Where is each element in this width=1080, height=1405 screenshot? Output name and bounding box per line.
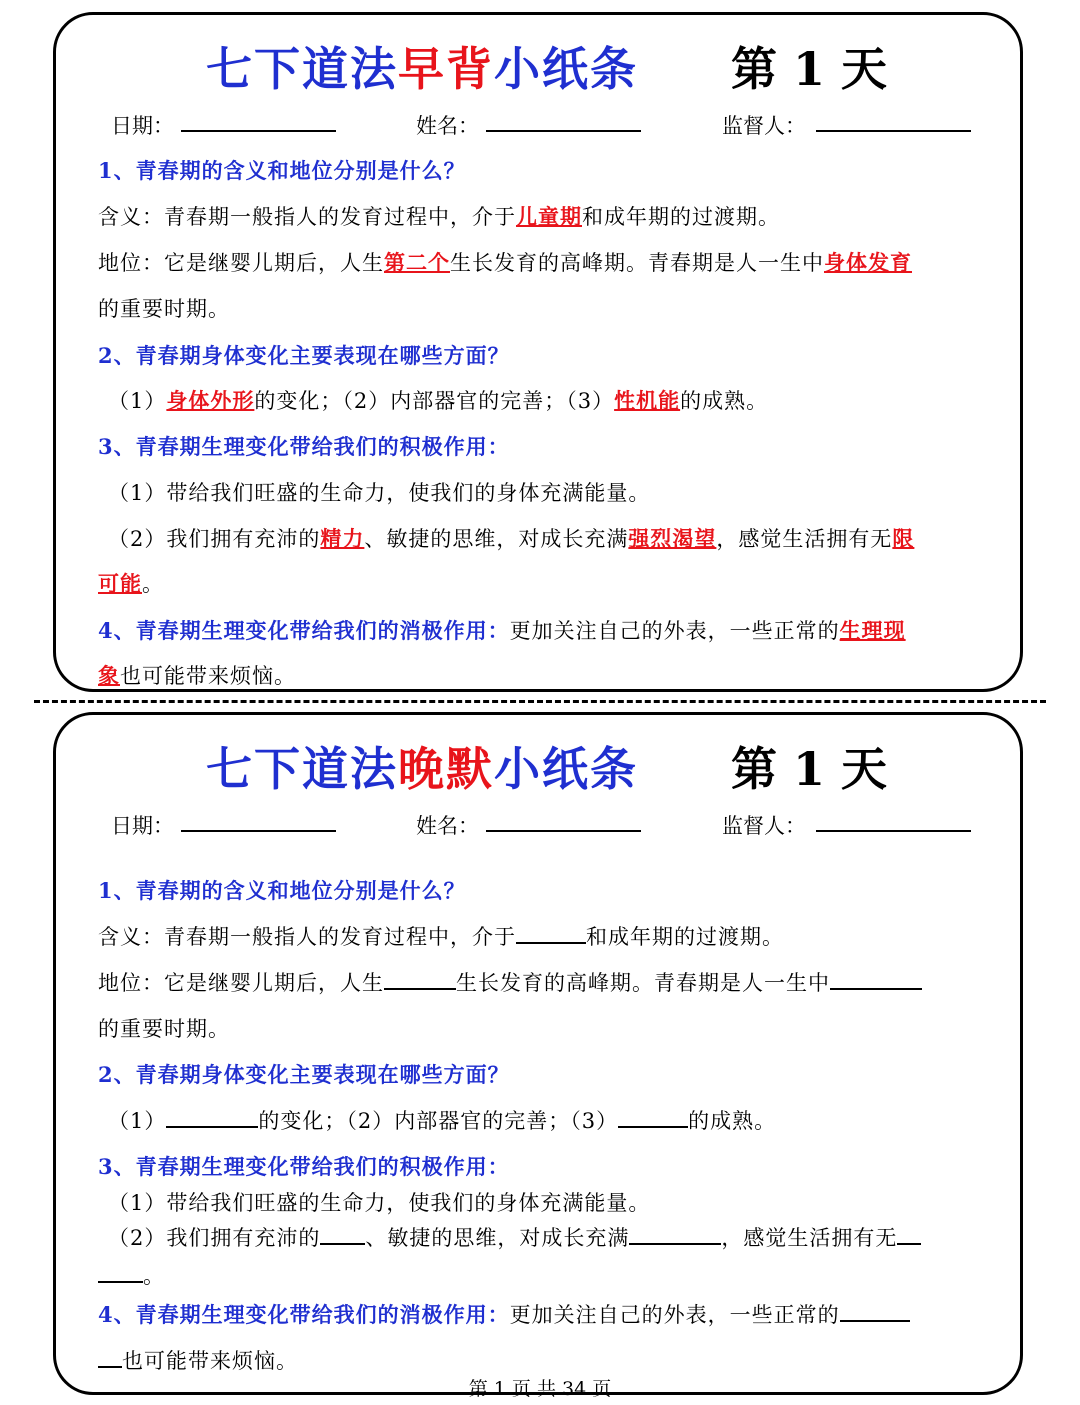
info-fields — [56, 810, 1020, 840]
q3-point-1: （1）带给我们旺盛的生命力，使我们的身体充满能量。 — [108, 1191, 651, 1215]
name-blank — [486, 130, 641, 132]
q1-meaning: 含义：青春期一般指人的发育过程中，介于 和成年期的过渡期。 — [98, 925, 784, 949]
day-number: 第 1 天 — [731, 742, 888, 796]
q1-status-cont: 的重要时期。 — [98, 297, 230, 321]
fill-blank[interactable] — [98, 1263, 143, 1283]
card-title: 七下道法早背小纸条 — [206, 42, 638, 96]
fill-blank[interactable] — [840, 1302, 910, 1322]
card-header — [56, 733, 1020, 813]
fill-blank[interactable] — [166, 1108, 258, 1128]
q1-meaning: 含义：青春期一般指人的发育过程中，介于儿童期和成年期的过渡期。 — [98, 204, 780, 229]
fill-blank[interactable] — [98, 1348, 122, 1368]
question-3: 3、青春期生理变化带给我们的积极作用： — [98, 1154, 510, 1179]
evening-dictation-card — [53, 712, 1023, 1395]
q1-status: 地位：它是继婴儿期后，人生 生长发育的高峰期。青春期是人一生中 — [98, 967, 922, 997]
q1-status-cont: 的重要时期。 — [98, 1017, 230, 1041]
question-2: 2、青春期身体变化主要表现在哪些方面？ — [98, 343, 510, 368]
fill-blank[interactable] — [897, 1225, 921, 1245]
card-title: 七下道法晚默小纸条 — [206, 742, 638, 796]
day-number: 第 1 天 — [731, 42, 888, 96]
fill-blank[interactable] — [320, 1225, 365, 1245]
fill-blank[interactable] — [830, 970, 922, 990]
fill-blank[interactable] — [618, 1108, 688, 1128]
question-4: 4、青春期生理变化带给我们的消极作用：更加关注自己的外表，一些正常的 — [98, 1299, 910, 1329]
question-4-cont: 象也可能带来烦恼。 — [98, 663, 296, 688]
cut-line-divider — [34, 700, 1046, 703]
question-4: 4、青春期生理变化带给我们的消极作用：更加关注自己的外表，一些正常的生理现 — [98, 618, 906, 643]
supervisor-blank — [816, 130, 971, 132]
q3-point-2-cont: 。 — [98, 1260, 165, 1290]
q3-point-2: （2）我们拥有充沛的 、敏捷的思维，对成长充满 ，感觉生活拥有无 — [108, 1222, 921, 1252]
fill-blank[interactable] — [516, 924, 586, 944]
name-blank — [486, 830, 641, 832]
name-label: 姓名： — [416, 114, 479, 138]
question-1: 1、青春期的含义和地位分别是什么？ — [98, 878, 466, 903]
q2-answer: （1）身体外形的变化；（2）内部器官的完善；（3）性机能的成熟。 — [108, 388, 769, 413]
q2-answer: （1） 的变化；（2）内部器官的完善；（3） 的成熟。 — [108, 1109, 777, 1133]
q3-point-2-cont: 可能。 — [98, 571, 164, 596]
supervisor-label: 监督人： — [722, 114, 806, 138]
q3-point-1: （1）带给我们旺盛的生命力，使我们的身体充满能量。 — [108, 481, 651, 505]
date-label: 日期： — [111, 814, 174, 838]
name-label: 姓名： — [416, 814, 479, 838]
page-number: 第 1 页 共 34 页 — [468, 1378, 612, 1400]
q3-point-2: （2）我们拥有充沛的精力、敏捷的思维，对成长充满强烈渴望，感觉生活拥有无限 — [108, 526, 915, 551]
question-1: 1、青春期的含义和地位分别是什么？ — [98, 158, 466, 183]
date-blank — [181, 130, 336, 132]
card-header — [56, 33, 1020, 113]
morning-recitation-card — [53, 12, 1023, 692]
date-label: 日期： — [111, 114, 174, 138]
fill-blank[interactable] — [629, 1225, 721, 1245]
info-fields — [56, 110, 1020, 140]
q1-status: 地位：它是继婴儿期后，人生第二个生长发育的高峰期。青春期是人一生中身体发育 — [98, 250, 912, 275]
supervisor-label: 监督人： — [722, 814, 806, 838]
date-blank — [181, 830, 336, 832]
question-2: 2、青春期身体变化主要表现在哪些方面？ — [98, 1062, 510, 1087]
question-4-cont: 也可能带来烦恼。 — [98, 1345, 298, 1375]
fill-blank[interactable] — [384, 970, 456, 990]
question-3: 3、青春期生理变化带给我们的积极作用： — [98, 434, 510, 459]
supervisor-blank — [816, 830, 971, 832]
